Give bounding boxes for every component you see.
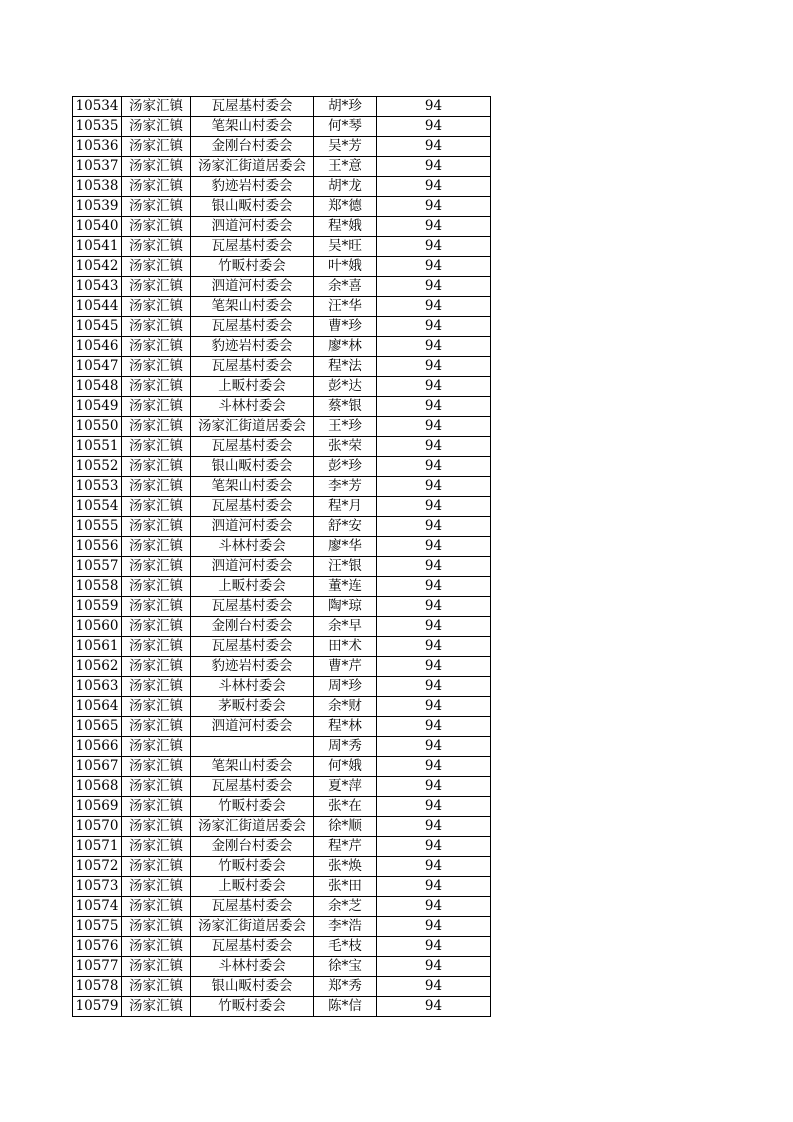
cell-village: 斗林村委会 (191, 397, 314, 417)
table-row (73, 97, 491, 117)
cell-village: 上畈村委会 (191, 577, 314, 597)
table-row (73, 557, 491, 577)
cell-name: 王*意 (314, 157, 377, 177)
cell-village: 金刚台村委会 (191, 617, 314, 637)
cell-village: 茅畈村委会 (191, 697, 314, 717)
cell-town: 汤家汇镇 (122, 537, 191, 557)
table-row (73, 497, 491, 517)
cell-name: 舒*安 (314, 517, 377, 537)
cell-id: 10566 (73, 737, 122, 757)
cell-score: 94 (377, 897, 491, 917)
cell-id: 10574 (73, 897, 122, 917)
cell-village: 瓦屋基村委会 (191, 437, 314, 457)
cell-town: 汤家汇镇 (122, 197, 191, 217)
cell-id: 10564 (73, 697, 122, 717)
cell-id: 10535 (73, 117, 122, 137)
cell-id: 10561 (73, 637, 122, 657)
cell-id: 10573 (73, 877, 122, 897)
table-row (73, 377, 491, 397)
cell-score: 94 (377, 117, 491, 137)
cell-village (191, 737, 314, 757)
cell-village: 竹畈村委会 (191, 797, 314, 817)
cell-town: 汤家汇镇 (122, 637, 191, 657)
cell-score: 94 (377, 497, 491, 517)
cell-town: 汤家汇镇 (122, 857, 191, 877)
cell-name: 程*法 (314, 357, 377, 377)
cell-id: 10549 (73, 397, 122, 417)
cell-score: 94 (377, 917, 491, 937)
cell-town: 汤家汇镇 (122, 377, 191, 397)
table-row (73, 517, 491, 537)
cell-name: 郑*德 (314, 197, 377, 217)
cell-town: 汤家汇镇 (122, 557, 191, 577)
cell-id: 10539 (73, 197, 122, 217)
cell-village: 豹迹岩村委会 (191, 177, 314, 197)
cell-village: 斗林村委会 (191, 957, 314, 977)
cell-id: 10537 (73, 157, 122, 177)
cell-town: 汤家汇镇 (122, 917, 191, 937)
table-row (73, 737, 491, 757)
cell-score: 94 (377, 377, 491, 397)
cell-name: 徐*宝 (314, 957, 377, 977)
table-row (73, 717, 491, 737)
cell-village: 瓦屋基村委会 (191, 357, 314, 377)
table-row (73, 817, 491, 837)
cell-score: 94 (377, 457, 491, 477)
cell-town: 汤家汇镇 (122, 997, 191, 1017)
cell-id: 10554 (73, 497, 122, 517)
cell-town: 汤家汇镇 (122, 717, 191, 737)
cell-name: 胡*珍 (314, 97, 377, 117)
table-row (73, 597, 491, 617)
cell-town: 汤家汇镇 (122, 937, 191, 957)
cell-score: 94 (377, 717, 491, 737)
cell-town: 汤家汇镇 (122, 837, 191, 857)
cell-village: 豹迹岩村委会 (191, 657, 314, 677)
cell-name: 胡*龙 (314, 177, 377, 197)
cell-village: 上畈村委会 (191, 377, 314, 397)
cell-id: 10568 (73, 777, 122, 797)
table-row (73, 137, 491, 157)
cell-town: 汤家汇镇 (122, 697, 191, 717)
cell-town: 汤家汇镇 (122, 497, 191, 517)
cell-id: 10538 (73, 177, 122, 197)
cell-name: 张*在 (314, 797, 377, 817)
cell-score: 94 (377, 817, 491, 837)
cell-id: 10571 (73, 837, 122, 857)
cell-name: 张*焕 (314, 857, 377, 877)
table-row (73, 877, 491, 897)
cell-name: 王*珍 (314, 417, 377, 437)
cell-score: 94 (377, 357, 491, 377)
cell-id: 10563 (73, 677, 122, 697)
cell-village: 泗道河村委会 (191, 277, 314, 297)
cell-village: 笔架山村委会 (191, 757, 314, 777)
cell-score: 94 (377, 477, 491, 497)
table-row (73, 217, 491, 237)
cell-name: 李*芳 (314, 477, 377, 497)
cell-name: 廖*林 (314, 337, 377, 357)
cell-id: 10569 (73, 797, 122, 817)
cell-town: 汤家汇镇 (122, 677, 191, 697)
cell-village: 泗道河村委会 (191, 717, 314, 737)
table-row (73, 777, 491, 797)
cell-town: 汤家汇镇 (122, 597, 191, 617)
table-row (73, 617, 491, 637)
cell-id: 10544 (73, 297, 122, 317)
cell-score: 94 (377, 577, 491, 597)
cell-score: 94 (377, 677, 491, 697)
cell-village: 泗道河村委会 (191, 217, 314, 237)
cell-town: 汤家汇镇 (122, 257, 191, 277)
cell-town: 汤家汇镇 (122, 417, 191, 437)
cell-town: 汤家汇镇 (122, 137, 191, 157)
cell-name: 董*连 (314, 577, 377, 597)
cell-village: 瓦屋基村委会 (191, 317, 314, 337)
cell-score: 94 (377, 517, 491, 537)
cell-village: 竹畈村委会 (191, 257, 314, 277)
cell-score: 94 (377, 637, 491, 657)
cell-town: 汤家汇镇 (122, 477, 191, 497)
cell-id: 10578 (73, 977, 122, 997)
cell-id: 10567 (73, 757, 122, 777)
table-row (73, 897, 491, 917)
cell-name: 吴*芳 (314, 137, 377, 157)
cell-name: 汪*华 (314, 297, 377, 317)
cell-town: 汤家汇镇 (122, 577, 191, 597)
table-row (73, 237, 491, 257)
cell-name: 郑*秀 (314, 977, 377, 997)
table-row (73, 637, 491, 657)
cell-name: 田*术 (314, 637, 377, 657)
cell-id: 10542 (73, 257, 122, 277)
cell-name: 夏*萍 (314, 777, 377, 797)
table-body (73, 97, 491, 1017)
cell-score: 94 (377, 397, 491, 417)
cell-village: 泗道河村委会 (191, 557, 314, 577)
cell-village: 金刚台村委会 (191, 137, 314, 157)
cell-score: 94 (377, 797, 491, 817)
cell-score: 94 (377, 157, 491, 177)
cell-score: 94 (377, 237, 491, 257)
cell-town: 汤家汇镇 (122, 657, 191, 677)
cell-village: 银山畈村委会 (191, 977, 314, 997)
cell-town: 汤家汇镇 (122, 157, 191, 177)
cell-score: 94 (377, 777, 491, 797)
cell-name: 彭*达 (314, 377, 377, 397)
table-row (73, 257, 491, 277)
cell-town: 汤家汇镇 (122, 817, 191, 837)
cell-village: 豹迹岩村委会 (191, 337, 314, 357)
table-row (73, 357, 491, 377)
table-row (73, 157, 491, 177)
cell-village: 瓦屋基村委会 (191, 237, 314, 257)
cell-village: 瓦屋基村委会 (191, 937, 314, 957)
table-row (73, 457, 491, 477)
cell-score: 94 (377, 137, 491, 157)
cell-name: 程*林 (314, 717, 377, 737)
cell-name: 叶*娥 (314, 257, 377, 277)
cell-village: 银山畈村委会 (191, 457, 314, 477)
cell-town: 汤家汇镇 (122, 237, 191, 257)
cell-town: 汤家汇镇 (122, 737, 191, 757)
table-row (73, 317, 491, 337)
cell-score: 94 (377, 997, 491, 1017)
cell-id: 10545 (73, 317, 122, 337)
cell-name: 吴*旺 (314, 237, 377, 257)
cell-name: 曹*芹 (314, 657, 377, 677)
cell-name: 程*芹 (314, 837, 377, 857)
cell-score: 94 (377, 557, 491, 577)
cell-town: 汤家汇镇 (122, 117, 191, 137)
cell-score: 94 (377, 597, 491, 617)
table-row (73, 657, 491, 677)
cell-village: 瓦屋基村委会 (191, 777, 314, 797)
cell-name: 周*秀 (314, 737, 377, 757)
cell-score: 94 (377, 417, 491, 437)
cell-village: 汤家汇街道居委会 (191, 417, 314, 437)
cell-id: 10575 (73, 917, 122, 937)
cell-town: 汤家汇镇 (122, 617, 191, 637)
cell-score: 94 (377, 537, 491, 557)
cell-score: 94 (377, 737, 491, 757)
cell-id: 10557 (73, 557, 122, 577)
cell-id: 10553 (73, 477, 122, 497)
cell-id: 10534 (73, 97, 122, 117)
cell-score: 94 (377, 977, 491, 997)
cell-name: 陶*琼 (314, 597, 377, 617)
table-row (73, 957, 491, 977)
cell-name: 何*琴 (314, 117, 377, 137)
cell-id: 10562 (73, 657, 122, 677)
table-row (73, 977, 491, 997)
cell-village: 上畈村委会 (191, 877, 314, 897)
cell-village: 笔架山村委会 (191, 117, 314, 137)
cell-name: 陈*信 (314, 997, 377, 1017)
cell-score: 94 (377, 97, 491, 117)
cell-village: 汤家汇街道居委会 (191, 817, 314, 837)
cell-id: 10559 (73, 597, 122, 617)
cell-name: 徐*顺 (314, 817, 377, 837)
data-table (72, 96, 491, 1017)
cell-name: 余*芝 (314, 897, 377, 917)
cell-name: 廖*华 (314, 537, 377, 557)
cell-village: 瓦屋基村委会 (191, 597, 314, 617)
cell-village: 金刚台村委会 (191, 837, 314, 857)
cell-score: 94 (377, 317, 491, 337)
cell-town: 汤家汇镇 (122, 517, 191, 537)
cell-id: 10550 (73, 417, 122, 437)
cell-village: 笔架山村委会 (191, 477, 314, 497)
cell-town: 汤家汇镇 (122, 797, 191, 817)
cell-name: 何*娥 (314, 757, 377, 777)
cell-village: 瓦屋基村委会 (191, 497, 314, 517)
cell-score: 94 (377, 617, 491, 637)
table-row (73, 397, 491, 417)
cell-id: 10541 (73, 237, 122, 257)
table-row (73, 997, 491, 1017)
cell-village: 瓦屋基村委会 (191, 637, 314, 657)
cell-village: 斗林村委会 (191, 677, 314, 697)
cell-score: 94 (377, 877, 491, 897)
cell-id: 10579 (73, 997, 122, 1017)
cell-name: 曹*珍 (314, 317, 377, 337)
cell-village: 银山畈村委会 (191, 197, 314, 217)
cell-town: 汤家汇镇 (122, 877, 191, 897)
cell-town: 汤家汇镇 (122, 177, 191, 197)
cell-name: 汪*银 (314, 557, 377, 577)
table-row (73, 937, 491, 957)
cell-town: 汤家汇镇 (122, 957, 191, 977)
cell-village: 竹畈村委会 (191, 997, 314, 1017)
table-row (73, 417, 491, 437)
cell-town: 汤家汇镇 (122, 297, 191, 317)
cell-village: 瓦屋基村委会 (191, 897, 314, 917)
cell-village: 泗道河村委会 (191, 517, 314, 537)
cell-village: 汤家汇街道居委会 (191, 917, 314, 937)
cell-score: 94 (377, 697, 491, 717)
cell-score: 94 (377, 337, 491, 357)
cell-id: 10560 (73, 617, 122, 637)
cell-id: 10540 (73, 217, 122, 237)
cell-score: 94 (377, 177, 491, 197)
table-row (73, 537, 491, 557)
cell-town: 汤家汇镇 (122, 97, 191, 117)
cell-id: 10576 (73, 937, 122, 957)
cell-score: 94 (377, 437, 491, 457)
cell-town: 汤家汇镇 (122, 777, 191, 797)
cell-town: 汤家汇镇 (122, 977, 191, 997)
cell-village: 瓦屋基村委会 (191, 97, 314, 117)
cell-village: 竹畈村委会 (191, 857, 314, 877)
table-row (73, 677, 491, 697)
cell-score: 94 (377, 257, 491, 277)
cell-town: 汤家汇镇 (122, 217, 191, 237)
cell-name: 周*珍 (314, 677, 377, 697)
cell-id: 10543 (73, 277, 122, 297)
cell-name: 李*浩 (314, 917, 377, 937)
cell-name: 蔡*银 (314, 397, 377, 417)
cell-town: 汤家汇镇 (122, 757, 191, 777)
cell-village: 汤家汇街道居委会 (191, 157, 314, 177)
cell-town: 汤家汇镇 (122, 277, 191, 297)
cell-id: 10570 (73, 817, 122, 837)
cell-town: 汤家汇镇 (122, 317, 191, 337)
cell-id: 10572 (73, 857, 122, 877)
table-row (73, 837, 491, 857)
cell-id: 10547 (73, 357, 122, 377)
cell-score: 94 (377, 657, 491, 677)
cell-village: 斗林村委会 (191, 537, 314, 557)
cell-id: 10556 (73, 537, 122, 557)
cell-name: 余*喜 (314, 277, 377, 297)
table-row (73, 117, 491, 137)
table-row (73, 477, 491, 497)
cell-score: 94 (377, 957, 491, 977)
table-row (73, 697, 491, 717)
cell-name: 余*财 (314, 697, 377, 717)
table-row (73, 337, 491, 357)
cell-town: 汤家汇镇 (122, 397, 191, 417)
cell-id: 10555 (73, 517, 122, 537)
cell-score: 94 (377, 857, 491, 877)
cell-score: 94 (377, 837, 491, 857)
cell-town: 汤家汇镇 (122, 337, 191, 357)
table-row (73, 797, 491, 817)
cell-town: 汤家汇镇 (122, 457, 191, 477)
cell-name: 毛*枝 (314, 937, 377, 957)
cell-score: 94 (377, 217, 491, 237)
table-row (73, 857, 491, 877)
cell-score: 94 (377, 757, 491, 777)
cell-score: 94 (377, 297, 491, 317)
table-row (73, 297, 491, 317)
cell-id: 10565 (73, 717, 122, 737)
cell-village: 笔架山村委会 (191, 297, 314, 317)
cell-town: 汤家汇镇 (122, 357, 191, 377)
cell-id: 10548 (73, 377, 122, 397)
cell-id: 10552 (73, 457, 122, 477)
cell-town: 汤家汇镇 (122, 437, 191, 457)
table-row (73, 757, 491, 777)
table-row (73, 917, 491, 937)
table-row (73, 437, 491, 457)
cell-id: 10551 (73, 437, 122, 457)
cell-id: 10536 (73, 137, 122, 157)
cell-town: 汤家汇镇 (122, 897, 191, 917)
table-row (73, 197, 491, 217)
cell-name: 程*娥 (314, 217, 377, 237)
cell-name: 彭*珍 (314, 457, 377, 477)
table-row (73, 177, 491, 197)
cell-id: 10558 (73, 577, 122, 597)
cell-score: 94 (377, 277, 491, 297)
table-row (73, 577, 491, 597)
cell-id: 10546 (73, 337, 122, 357)
cell-name: 张*田 (314, 877, 377, 897)
cell-name: 程*月 (314, 497, 377, 517)
table-row (73, 277, 491, 297)
cell-score: 94 (377, 197, 491, 217)
cell-score: 94 (377, 937, 491, 957)
cell-name: 余*早 (314, 617, 377, 637)
cell-name: 张*荣 (314, 437, 377, 457)
cell-id: 10577 (73, 957, 122, 977)
